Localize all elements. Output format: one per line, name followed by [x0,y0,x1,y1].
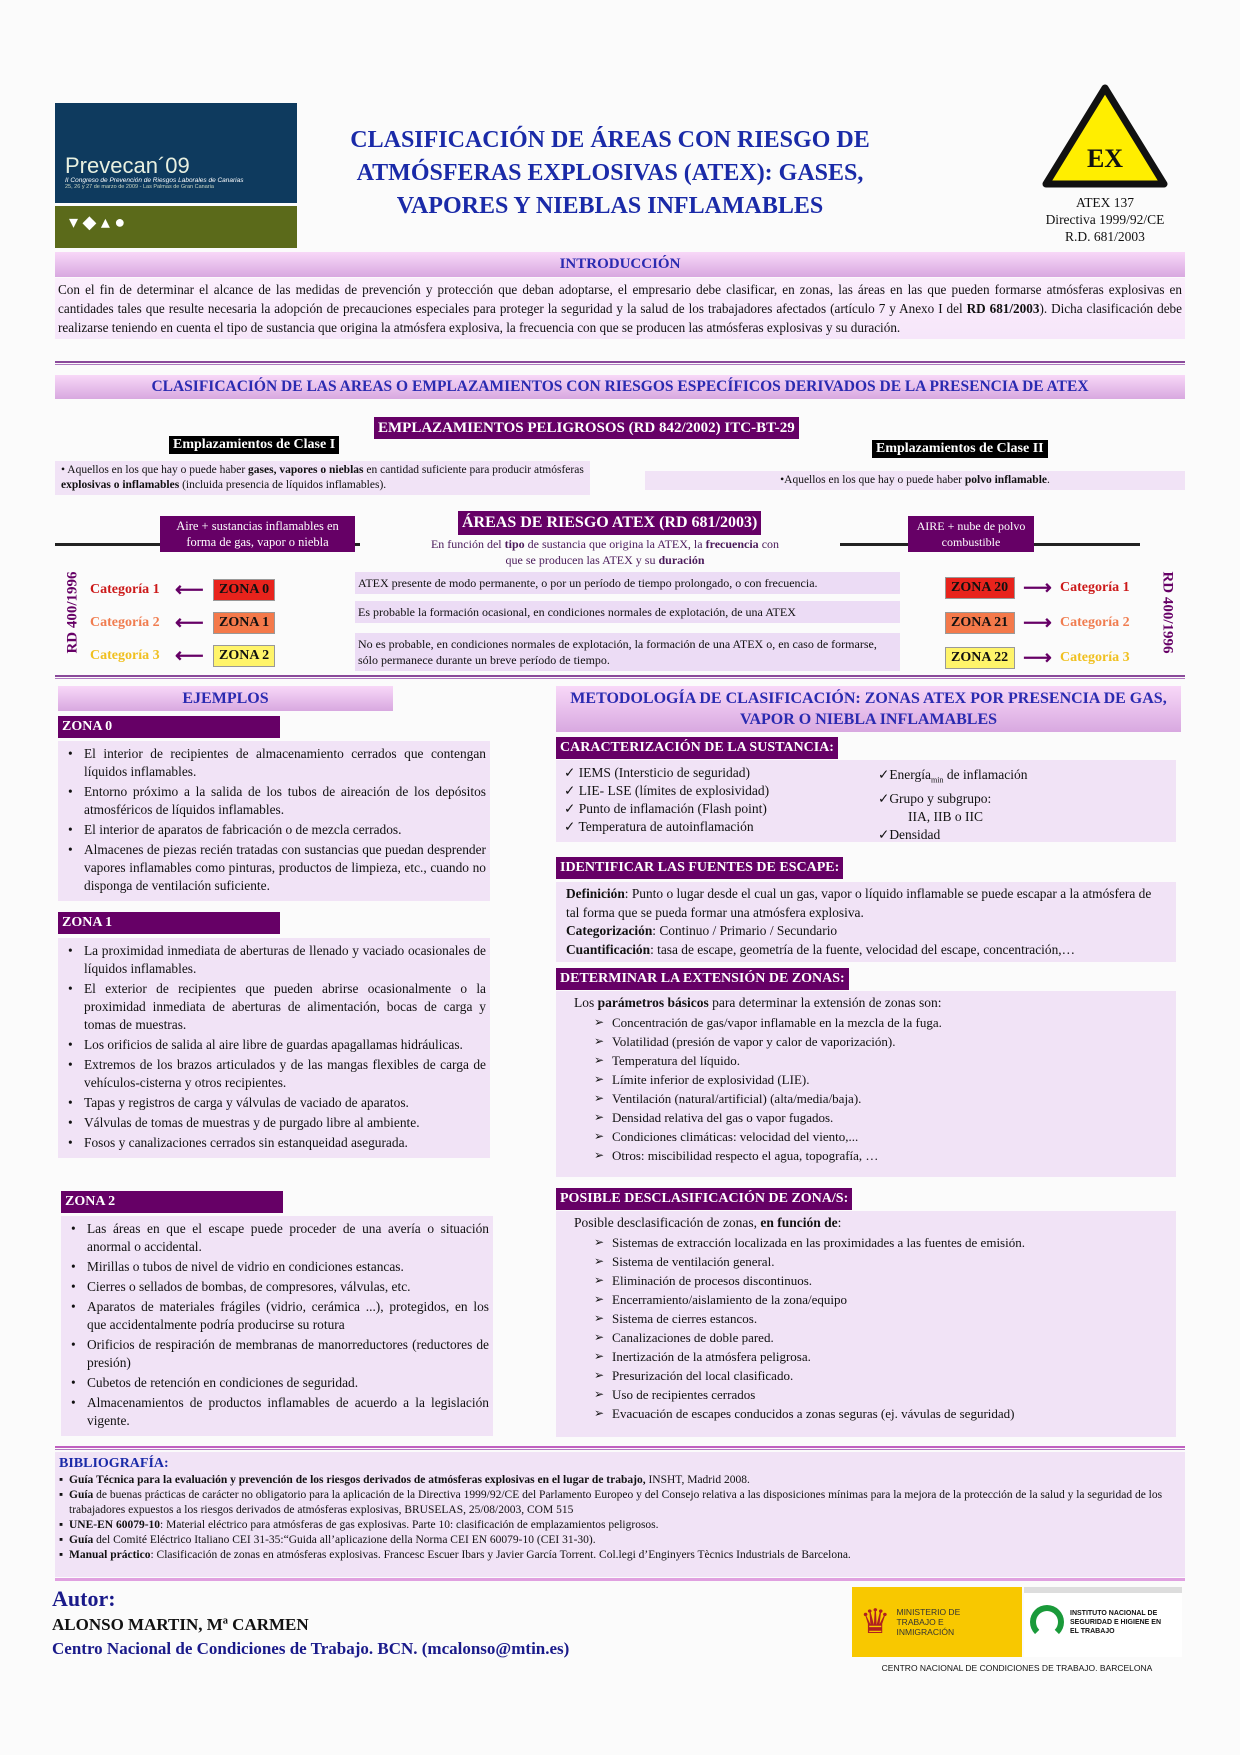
ministerio-logo: ♛ MINISTERIO DE TRABAJO E INMIGRACIÓN [852,1587,1022,1657]
extension-list: ➢ Concentración de gas/vapor inflamable en la mezcla de la fuga. ➢ Volatilidad (presión de vapor y calor de vaporización). ➢ Temperatura del líquido. ➢ Límite inferior de explosividad (LIE). ➢ Ventilación (natural/artificial) (alta/media/baja). ➢ Densidad relativa del gas o vapor fugados. ➢ Condiciones climáticas: velocidad del viento,... ➢ Otros: miscibilidad respecto el agua, topografía, … [574,1013,1168,1165]
dust-row-1: ZONA 20 ⟶ Categoría 1 [945,570,1160,605]
areas-title: ÁREAS DE RIESGO ATEX (RD 681/2003) [458,511,761,535]
clase1-description: • Aquellos en los que hay o puede haber gases, vapores o nieblas en cantidad suficiente para producir atmósferas explosivas o inflamables (incluida presencia de líquidos inflamables). [55,461,590,495]
bibliography [55,1452,1185,1577]
intro-heading: INTRODUCCIÓN [55,252,1185,277]
prevecan-logo [55,103,297,248]
insht-logo: INSTITUTO NACIONAL DE SEGURIDAD E HIGIENE EN EL TRABAJO [1024,1587,1182,1657]
ex-warning-sign: EX [1040,82,1170,192]
gas-row-1: Categoría 1 ⟵ ZONA 0 [90,573,290,606]
gas-row-3: Categoría 3 ⟵ ZONA 2 [90,639,290,672]
caract-right-list: ✓Energía$_{min}$ de inflamación ✓Grupo y subgrupo: IIA, IIB o IIC ✓Densidad [878,767,1028,842]
classification-heading: CLASIFICACIÓN DE LAS AREAS O EMPLAZAMIENTOS CON RIESGOS ESPECÍFICOS DERIVADOS DE LA PRESENCIA DE ATEX [55,375,1185,399]
logo-brand: Prevecan´09 [65,153,190,178]
warning-triangle-icon [1040,82,1170,192]
arrow-right-icon: ⟶ [1023,577,1052,599]
logo-subtitle: II Congreso de Prevención de Riesgos Laborales de Canarias [65,177,244,184]
metodologia-heading: METODOLOGÍA DE CLASIFICACIÓN: ZONAS ATEX POR PRESENCIA DE GAS, VAPOR O NIEBLA INFLAMABLES [556,686,1181,732]
logo-dates: 25, 26 y 27 de marzo de 2009 - Las Palmas de Gran Canaria [65,184,214,190]
fuentes-label: IDENTIFICAR LAS FUENTES DE ESCAPE: [556,857,843,879]
bibliography-heading: BIBLIOGRAFÍA: [59,1456,169,1471]
insht-ring-icon [1030,1605,1064,1639]
arrow-left-icon: ⟵ [175,645,204,667]
desclas-list: ➢ Sistemas de extracción localizada en las proximidades a las fuentes de emisión. ➢ Sistema de ventilación general. ➢ Eliminación de procesos discontinuos. ➢ Encerramiento/aislamiento de la zona/equipo ➢ Sistema de cierres estancos. ➢ Canalizaciones de doble pared. ➢ Inertización de la atmósfera peligrosa. ➢ Presurización del local clasificado. ➢ Uso de recipientes cerrados ➢ Evacuación de escapes conducidos a zonas seguras (ej. vávulas de seguridad) [574,1233,1168,1423]
caract-label: CARACTERIZACIÓN DE LA SUSTANCIA: [556,737,838,759]
rd-400-label-right: RD 400/1996 [1159,571,1176,654]
clase2-label: Emplazamientos de Clase II [872,440,1048,458]
arrow-right-icon: ⟶ [1023,647,1052,669]
zona0-list: • El interior de recipientes de almacenamiento cerrados que contengan líquidos inflamables. • Entorno próximo a la salida de los tubos de aireación de los depósitos atmosféricos de líquidos inflamables. • El interior de aparatos de fabricación o de mezcla cerrados. • Almacenes de piezas recién tratadas con sustancias que puedan desprender vapores inflamables como pinturas, productos de limpieza, etc., cuando no disponga de ventilación suficiente. [58,741,490,901]
footer-logos [852,1587,1182,1679]
zona2-label: ZONA 2 [61,1191,283,1213]
cnct-caption: CENTRO NACIONAL DE CONDICIONES DE TRABAJO. BARCELONA [881,1663,1153,1673]
clase2-description: •Aquellos en los que hay o puede haber polvo inflamable. [645,471,1185,490]
dust-banner: AIRE + nube de polvo combustible [908,516,1034,552]
caract-box [556,760,1176,842]
extension-box: Los parámetros básicos para determinar la extensión de zonas son: ➢ Concentración de gas/vapor inflamable en la mezcla de la fuga. ➢ Volatilidad (presión de vapor y calor de vaporización). ➢ Temperatura del líquido. ➢ Límite inferior de explosividad (LIE). ➢ Ventilación (natural/artificial) (alta/media/baja). ➢ Densidad relativa del gas o vapor fugados. ➢ Condiciones climáticas: velocidad del viento,... ➢ Otros: miscibilidad respecto el agua, topografía, … [556,991,1176,1177]
author-center: Centro Nacional de Condiciones de Trabajo. BCN. (mcalonso@mtin.es) [52,1639,570,1658]
author-name: ALONSO MARTIN, Mª CARMEN [52,1615,309,1634]
arrow-left-icon: ⟵ [175,612,204,634]
arrow-right-icon: ⟶ [1023,612,1052,634]
page-title: CLASIFICACIÓN DE ÁREAS CON RIESGO DE ATMÓSFERAS EXPLOSIVAS (ATEX): GASES, VAPORES Y NIEBLAS INFLAMABLES [350,127,870,219]
intro-text: Con el fin de determinar el alcance de las medidas de prevención y protección que deban adoptarse, el empresario debe clasificar, en zonas, las áreas en las que pueden formarse atmósferas explosivas en cantidades tales que resulte necesaria la adopción de precauciones especiales para proteger la seguridad y la salud de los trabajadores afectados (artículo 7 y Anexo I del RD 681/2003). Dicha clasificación debe realizarse teniendo en cuenta el tipo de sustancia que origina la atmósfera explosiva, la frecuencia con que se producen las atmósferas explosivas y su duración. [55,278,1185,339]
zona2-list: • Las áreas en que el escape puede proceder de una avería o situación anormal o accidental. • Mirillas o tubos de nivel de vidrio en condiciones estancas. • Cierres o sellados de bombas, de compresores, válvulas, etc. • Aparatos de materiales frágiles (vidrio, cerámica ...), protegidos, en los que accidentalmente podría producirse su rotura • Orificios de respiración de membranas de manorreductores (reductores de presión) • Cubetos de retención en condiciones de seguridad. • Almacenamientos de productos inflamables de acuerdo a la legislación vigente. [61,1216,493,1436]
divider [55,1578,1185,1581]
gas-category-rows [90,573,290,672]
desclas-box: Posible desclasificación de zonas, en función de: ➢ Sistemas de extracción localizada en las proximidades a las fuentes de emisión. ➢ Sistema de ventilación general. ➢ Eliminación de procesos discontinuos. ➢ Encerramiento/aislamiento de la zona/equipo ➢ Sistema de cierres estancos. ➢ Canalizaciones de doble pared. ➢ Inertización de la atmósfera peligrosa. ➢ Presurización del local clasificado. ➢ Uso de recipientes cerrados ➢ Evacuación de escapes conducidos a zonas seguras (ej. vávulas de seguridad) [556,1211,1176,1437]
caract-left-list: ✓ IEMS (Intersticio de seguridad) ✓ LIE- LSE (límites de explosividad) ✓ Punto de inflamación (Flash point) ✓ Temperatura de autoinflamación [564,764,769,836]
dust-row-2: ZONA 21 ⟶ Categoría 2 [945,605,1160,640]
rd-400-label-left: RD 400/1996 [64,571,81,654]
divider [55,1446,1185,1450]
divider [55,361,1185,365]
arrow-left-icon: ⟵ [175,579,204,601]
ejemplos-heading: EJEMPLOS [58,686,393,711]
areas-subtitle: En función del tipo de sustancia que origina la ATEX, la frecuencia con que se producen las ATEX y su duración [430,537,780,567]
islands-graphic: ▾ ◆ ▴ ● [55,206,297,248]
coat-of-arms-icon: ♛ [860,1604,891,1641]
author-block [52,1585,752,1661]
clase1-label: Emplazamientos de Clase I [169,436,339,454]
dust-row-3: ZONA 22 ⟶ Categoría 3 [945,640,1160,675]
zona1-label: ZONA 1 [58,912,280,934]
desclas-label: POSIBLE DESCLASIFICACIÓN DE ZONA/S: [556,1188,852,1210]
ex-references: ATEX 137 Directiva 1999/92/CE R.D. 681/2003 [1045,195,1165,244]
gas-banner: Aire + sustancias inflamables en forma de gas, vapor o niebla [160,516,355,552]
bibliography-list: ▪ Guía Técnica para la evaluación y prevención de los riesgos derivados de atmósferas explosivas en el lugar de trabajo, INSHT, Madrid 2008. ▪ Guía de buenas prácticas de carácter no obligatorio para la aplicación de la Directiva 1999/92/CE del Parlamento Europeo y del Consejo relativa a las disposiciones mínimas para la mejora de la protección de la salud y la seguridad de los trabajadores expuestos a los riesgos derivados de atmósferas explosivas, BRUSELAS, 25/08/2003, COM 515 ▪ UNE-EN 60079-10: Material eléctrico para atmósferas de gas explosivas. Parte 10: clasificación de emplazamientos peligrosos. ▪ Guía del Comité Eléctrico Italiano CEI 31-35:“Guida all’aplicazione della Norma CEI EN 60079-10 (CEI 31-30). ▪ Manual práctico: Clasificación de zonas en atmósferas explosivas. Francesc Escuer Ibars y Javier García Torrent. Col.legi d’Enginyers Tècnics Industrials de Barcelona. [59,1473,1181,1563]
zona1-list: • La proximidad inmediata de aberturas de llenado y vaciado ocasionales de líquidos inflamables. • El exterior de recipientes que pueden abrirse ocasionalmente o la proximidad inmediata de aberturas de alimentación, bocas de carga y tomas de muestras. • Los orificios de salida al aire libre de guardas apagallamas hidráulicas. • Extremos de los brazos articulados y de las mangas flexibles de carga de vehículos-cisterna y otros recipientes. • Tapas y registros de carga y válvulas de vaciado de aparatos. • Válvulas de tomas de muestras y de purgado libre al ambiente. • Fosos y canalizaciones cerrados sin estanqueidad asegurada. [58,938,490,1158]
extension-label: DETERMINAR LA EXTENSIÓN DE ZONAS: [556,968,849,990]
zone-description-2: Es probable la formación ocasional, en condiciones normales de explotación, de una ATEX [355,601,900,623]
zone-description-3: No es probable, en condiciones normales de explotación, la formación de una ATEX o, en caso de formarse, sólo permanece durante un breve período de tiempo. [355,633,900,671]
fuentes-box: Definición: Punto o lugar desde el cual un gas, vapor o líquido inflamable se puede escapar a la atmósfera de tal forma que se pueda formar una atmósfera explosiva. Categorización: Continuo / Primario / Secundario Cuantificación: tasa de escape, geometría de la fuente, velocidad del escape, concentración,… [556,882,1176,962]
peligrosos-title: EMPLAZAMIENTOS PELIGROSOS (RD 842/2002) ITC-BT-29 [374,417,799,439]
gas-row-2: Categoría 2 ⟵ ZONA 1 [90,606,290,639]
zone-description-1: ATEX presente de modo permanente, o por un período de tiempo prolongado, o con frecuencia. [355,572,900,594]
divider [55,675,1185,679]
dust-category-rows [945,570,1160,675]
zona0-label: ZONA 0 [58,716,280,738]
author-heading: Autor: [52,1586,116,1611]
